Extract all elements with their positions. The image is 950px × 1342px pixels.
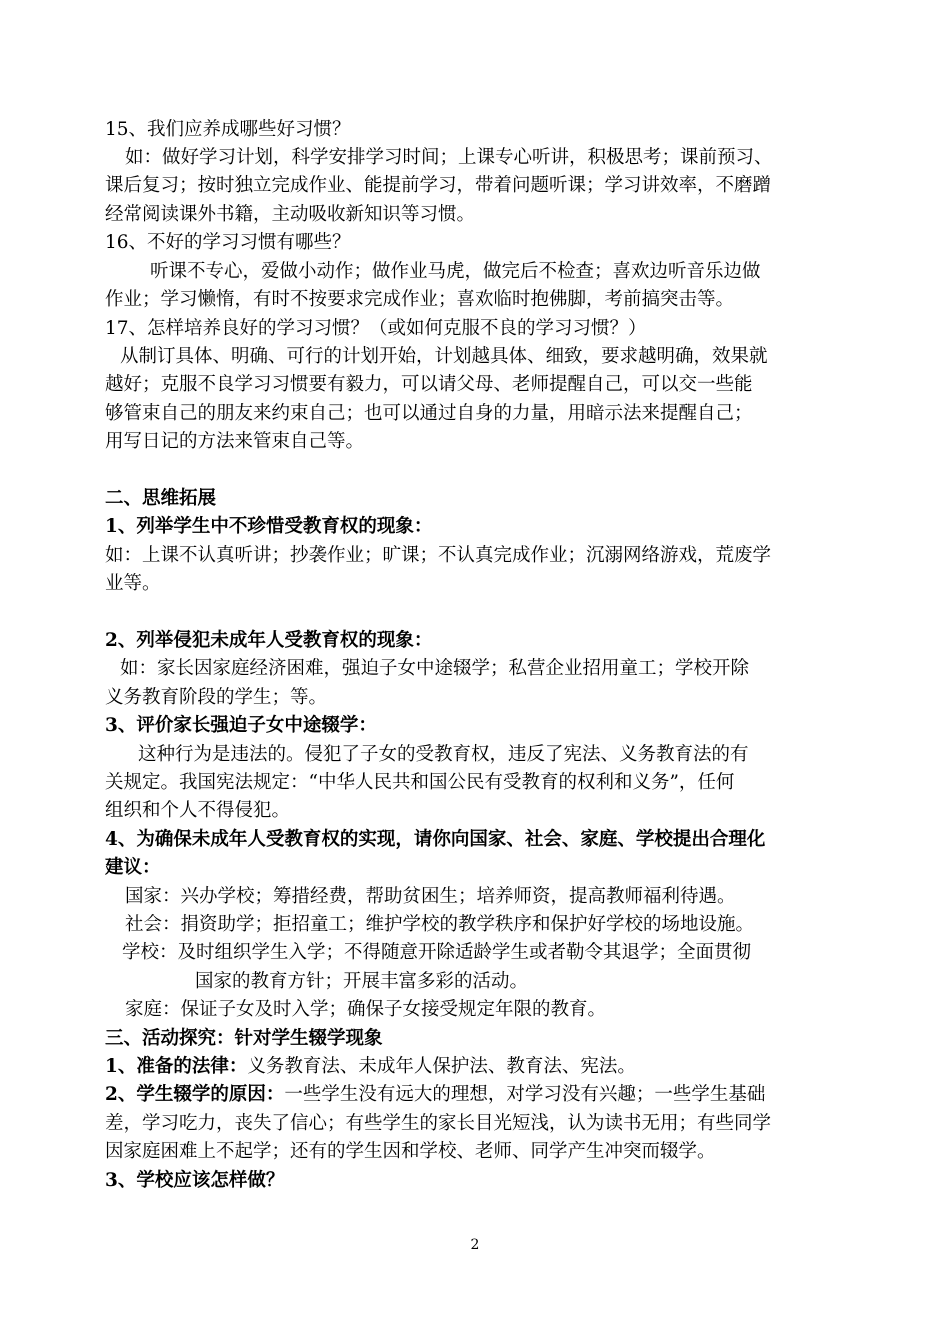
answer-15-line-3: 经常阅读课外书籍，主动吸收新知识等习惯。 bbox=[105, 204, 476, 225]
item-2-4-heading-line-2: 建议： bbox=[105, 857, 161, 878]
section-3-heading: 三、活动探究：针对学生辍学现象 bbox=[105, 1028, 383, 1049]
answer-17-line-2: 越好；克服不良学习习惯要有毅力，可以请父母、老师提醒自己，可以交一些能 bbox=[105, 374, 753, 395]
item-3-1-heading: 1、准备的法律： bbox=[105, 1056, 248, 1077]
suggestion-family: 家庭：保证子女及时入学；确保子女接受规定年限的教育。 bbox=[125, 999, 607, 1020]
item-2-2-heading: 2、列举侵犯未成年人受教育权的现象： bbox=[105, 630, 433, 651]
question-16: 16、不好的学习习惯有哪些？ bbox=[105, 232, 351, 253]
item-2-3-line-1: 这种行为是违法的。侵犯了子女的受教育权，违反了宪法、义务教育法的有 bbox=[138, 744, 749, 765]
item-2-3-line-3: 组织和个人不得侵犯。 bbox=[105, 800, 291, 821]
answer-17-line-1: 从制订具体、明确、可行的计划开始，计划越具体、细致，要求越明确，效果就 bbox=[120, 346, 768, 367]
answer-15-line-2: 课后复习；按时独立完成作业、能提前学习，带着问题听课；学习讲效率，不磨蹭 bbox=[105, 175, 772, 196]
item-3-2-line-3: 因家庭困难上不起学；还有的学生因和学校、老师、同学产生冲突而辍学。 bbox=[105, 1141, 716, 1162]
item-2-1-line-2: 业等。 bbox=[105, 573, 161, 594]
suggestion-school-line-1: 学校：及时组织学生入学；不得随意开除适龄学生或者勒令其退学；全面贯彻 bbox=[122, 942, 752, 963]
item-3-2-heading: 2、学生辍学的原因： bbox=[105, 1084, 285, 1105]
item-2-2-line-2: 义务教育阶段的学生；等。 bbox=[105, 687, 328, 708]
answer-16-line-2: 作业；学习懒惰，有时不按要求完成作业；喜欢临时抱佛脚，考前搞突击等。 bbox=[105, 289, 735, 310]
item-2-3-line-2: 关规定。我国宪法规定：“中华人民共和国公民有受教育的权利和义务”，任何 bbox=[105, 772, 735, 793]
answer-17-line-4: 用写日记的方法来管束自己等。 bbox=[105, 431, 365, 452]
item-3-2-text: 一些学生没有远大的理想，对学习没有兴趣；一些学生基础 bbox=[284, 1084, 766, 1105]
item-2-3-heading: 3、评价家长强迫子女中途辍学： bbox=[105, 715, 377, 736]
item-2-4-heading-line-1: 4、为确保未成年人受教育权的实现，请你向国家、社会、家庭、学校提出合理化 bbox=[105, 829, 766, 850]
question-17: 17、怎样培养良好的学习习惯？（或如何克服不良的学习习惯？） bbox=[105, 318, 647, 339]
answer-17-line-3: 够管束自己的朋友来约束自己；也可以通过自身的力量，用暗示法来提醒自己； bbox=[105, 403, 753, 424]
suggestion-country: 国家：兴办学校；筹措经费，帮助贫困生；培养师资，提高教师福利待遇。 bbox=[125, 886, 736, 907]
item-2-2-line-1: 如：家长因家庭经济困难，强迫子女中途辍学；私营企业招用童工；学校开除 bbox=[120, 658, 750, 679]
suggestion-school-line-2: 国家的教育方针；开展丰富多彩的活动。 bbox=[195, 971, 529, 992]
suggestion-society: 社会：捐资助学；拒招童工；维护学校的教学秩序和保护好学校的场地设施。 bbox=[125, 914, 755, 935]
item-3-3-heading: 3、学校应该怎样做？ bbox=[105, 1170, 285, 1191]
item-2-1-heading: 1、列举学生中不珍惜受教育权的现象： bbox=[105, 516, 433, 537]
item-3-1 bbox=[105, 1054, 636, 1080]
page-number: 2 bbox=[470, 1237, 480, 1253]
answer-16-line-1: 听课不专心，爱做小动作；做作业马虎，做完后不检查；喜欢边听音乐边做 bbox=[150, 261, 761, 282]
answer-15-line-1: 如：做好学习计划，科学安排学习时间；上课专心听讲，积极思考；课前预习、 bbox=[125, 147, 773, 168]
item-2-1-line-1: 如：上课不认真听讲；抄袭作业；旷课；不认真完成作业；沉溺网络游戏，荒废学 bbox=[105, 545, 772, 566]
question-15: 15、我们应养成哪些好习惯？ bbox=[105, 119, 351, 140]
item-3-2-line-2: 差，学习吃力，丧失了信心；有些学生的家长目光短浅，认为读书无用；有些同学 bbox=[105, 1113, 772, 1134]
section-2-heading: 二、思维拓展 bbox=[105, 488, 217, 509]
item-3-1-text: 义务教育法、未成年人保护法、教育法、宪法。 bbox=[247, 1056, 636, 1077]
item-3-2-line-1 bbox=[105, 1082, 765, 1108]
